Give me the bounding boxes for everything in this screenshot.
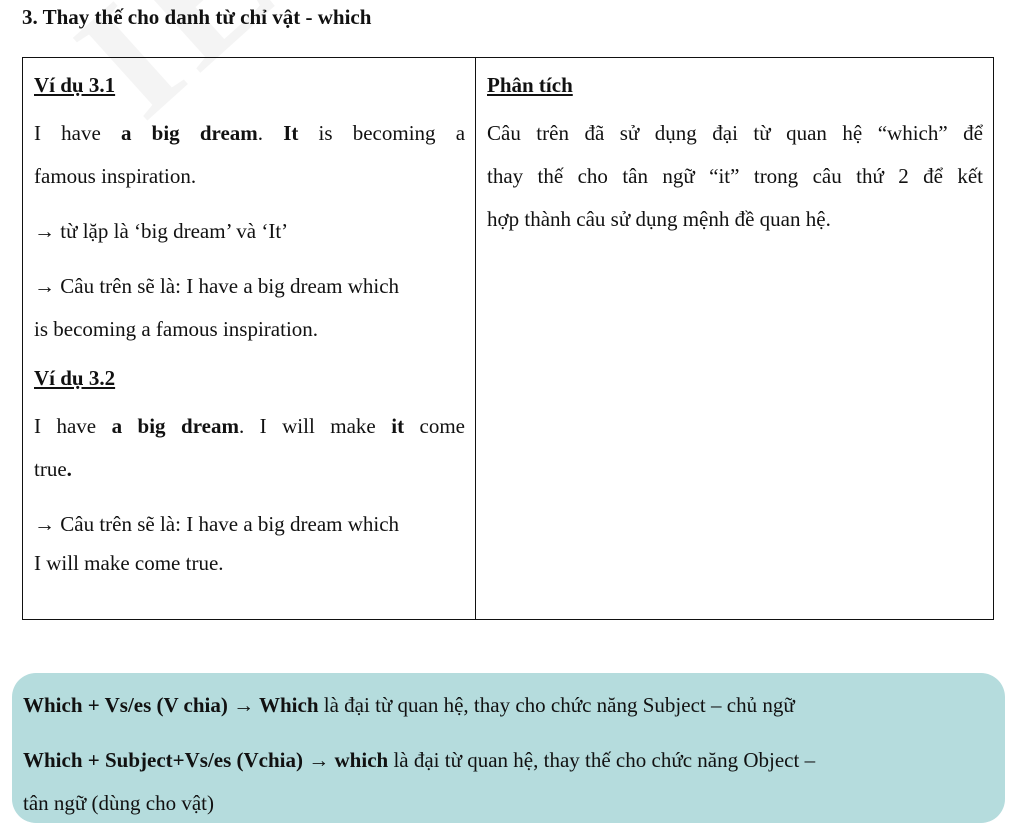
grammar-note-box [12, 673, 1005, 823]
example-3-2-result: → Câu trên sẽ là: I have a big dream which I will make come true. [34, 512, 400, 575]
rule-object: Which + Subject+Vs/es (Vchia) → which là đại từ quan hệ, thay thế cho chức năng Object – tân ngữ (dùng cho vật) [23, 748, 816, 815]
example-table [22, 57, 994, 620]
example-3-1-heading: Ví dụ 3.1 [34, 73, 116, 97]
example-3-1-sentence: I have a big dream. It is becoming a famous inspiration. [34, 121, 466, 188]
analysis-text: Câu trên đã sử dụng đại từ quan hệ “which” để thay thế cho tân ngữ “it” trong câu thứ 2 để kết hợp thành câu sử dụng mệnh đề quan hệ. [487, 121, 983, 231]
page-title: 3. Thay thế cho danh từ chỉ vật - which [22, 5, 372, 29]
example-3-1-result: → Câu trên sẽ là: I have a big dream which is becoming a famous inspiration. [34, 274, 400, 341]
analysis-column [476, 58, 993, 619]
rule-subject: Which + Vs/es (V chia) → Which là đại từ quan hệ, thay cho chức năng Subject – chủ ngữ [23, 693, 795, 717]
analysis-heading: Phân tích [487, 73, 573, 97]
example-3-2-sentence: I have a big dream. I will make it come true. [34, 414, 466, 481]
examples-column [23, 58, 476, 619]
example-3-2-heading: Ví dụ 3.2 [34, 366, 116, 390]
example-3-1-repeat-note: → từ lặp là ‘big dream’ và ‘It’ [34, 219, 289, 243]
